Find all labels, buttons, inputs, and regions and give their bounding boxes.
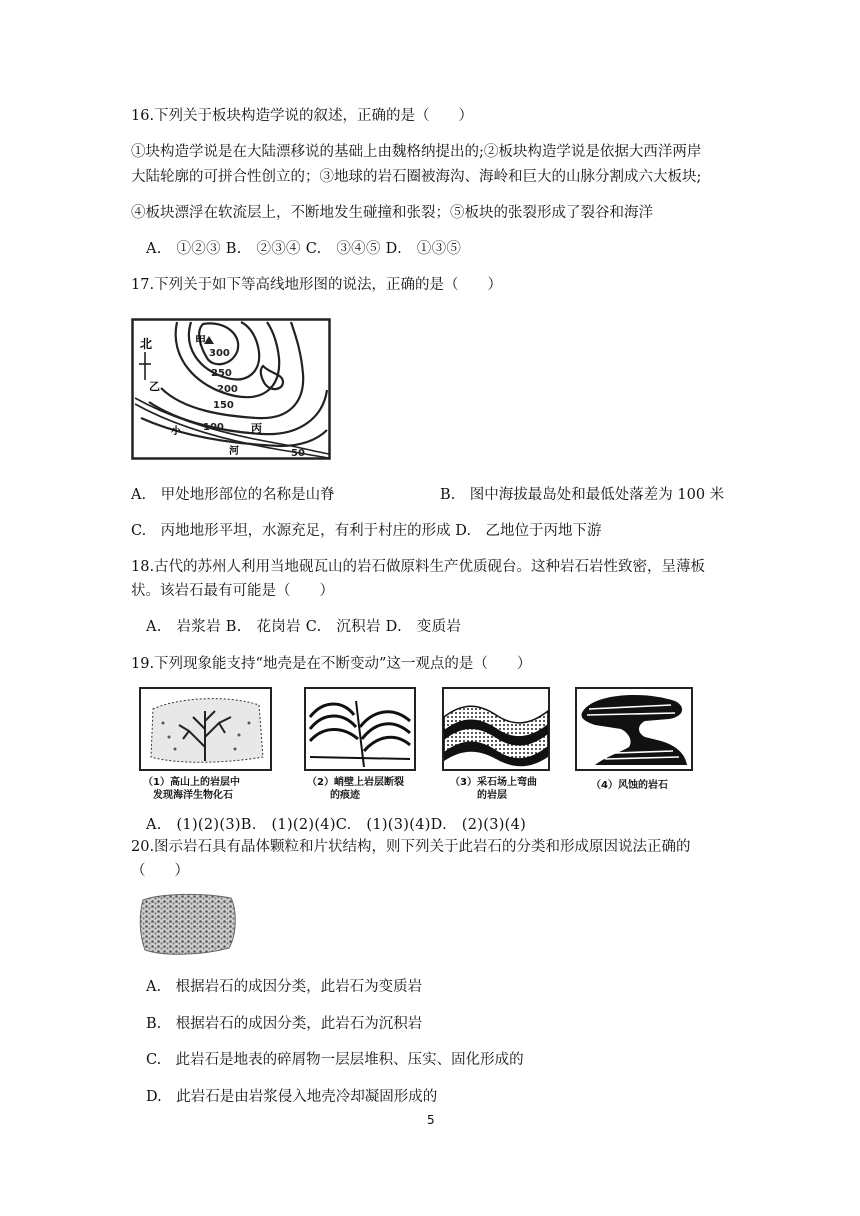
q16-statement-line-1: ①块构造学说是在大陆漂移说的基础上由魏格纳提出的;②板块构造学说是依据大西洋两岸 — [131, 144, 702, 160]
map-label-yi: 乙 — [149, 380, 160, 393]
figure-2-caption-line-1: （2）峭壁上岩层断裂 — [307, 777, 404, 788]
q19-options: A. (1)(2)(3)B. (1)(2)(4)C. (1)(3)(4)D. (2)(3)(4) — [146, 817, 527, 833]
figure-3-caption-line-2: 的岩层 — [477, 790, 507, 801]
map-label-river-1: 小 — [171, 426, 181, 437]
figure-3-caption-line-1: （3）采石场上弯曲 — [450, 777, 537, 788]
q17-option-c-d: C. 丙地地形平坦，水源充足，有利于村庄的形成 D. 乙地位于丙地下游 — [131, 523, 602, 539]
figure-4-caption: （4）风蚀的岩石 — [591, 780, 668, 791]
figure-1-caption-line-2: 发现海洋生物化石 — [153, 790, 233, 801]
contour-map — [131, 318, 331, 460]
q18-stem-line-2: 状。该岩石最有可能是（ ） — [131, 583, 334, 599]
q18-options: A. 岩浆岩 B. 花岗岩 C. 沉积岩 D. 变质岩 — [146, 619, 462, 635]
figure-1-caption-line-1: （1）高山上的岩层中 — [143, 777, 240, 788]
contour-label-50: 50 — [291, 448, 305, 459]
q16-statement-line-2: 大陆轮廓的可拼合性创立的；③地球的岩石圈被海沟、海岭和巨大的山脉分割成六大板块; — [131, 169, 702, 185]
figure-folded-strata — [442, 687, 550, 771]
page-number: 5 — [427, 1113, 435, 1127]
contour-label-300: 300 — [209, 348, 230, 359]
contour-label-250: 250 — [211, 368, 232, 379]
figure-2-caption-line-2: 的痕迹 — [330, 790, 360, 801]
contour-label-200: 200 — [217, 384, 238, 395]
map-label-north: 北 — [140, 337, 153, 351]
q19-stem: 19.下列现象能支持“地壳是在不断变动”这一观点的是（ ） — [131, 656, 532, 672]
map-label-river-2: 河 — [229, 446, 239, 457]
q20-option-d: D. 此岩石是由岩浆侵入地壳冷却凝固形成的 — [146, 1089, 438, 1105]
map-label-jia: 甲 — [195, 334, 206, 347]
q17-option-a: A. 甲处地形部位的名称是山脊 — [131, 487, 335, 503]
q20-option-c: C. 此岩石是地表的碎屑物一层层堆积、压实、固化形成的 — [146, 1052, 524, 1068]
figure-fossil-rock — [139, 687, 272, 771]
contour-label-100: 100 — [203, 422, 224, 433]
q20-option-a: A. 根据岩石的成因分类，此岩石为变质岩 — [146, 979, 423, 995]
q16-stem: 16.下列关于板块构造学说的叙述，正确的是（ ） — [131, 108, 474, 124]
q17-option-b: B. 图中海拔最岛处和最低处落差为 100 米 — [440, 487, 725, 503]
figure-wind-eroded-rock — [575, 687, 693, 771]
contour-label-150: 150 — [213, 400, 234, 411]
q18-stem-line-1: 18.古代的苏州人利用当地砚瓦山的岩石做原料生产优质砚台。这种岩石岩性致密，呈薄板 — [131, 559, 706, 575]
q16-options: A. ①②③ B. ②③④ C. ③④⑤ D. ①③⑤ — [146, 241, 462, 257]
rock-sample-figure — [139, 890, 239, 958]
q20-option-b: B. 根据岩石的成因分类，此岩石为沉积岩 — [146, 1016, 423, 1032]
q20-stem-line-2: （ ） — [131, 863, 189, 879]
q16-statement-line-3: ④板块漂浮在软流层上，不断地发生碰撞和张裂；⑤板块的张裂形成了裂谷和海洋 — [131, 205, 653, 221]
map-label-bing: 丙 — [251, 422, 262, 435]
q20-stem-line-1: 20.图示岩石具有晶体颗粒和片状结构，则下列关于此岩石的分类和形成原因说法正确的 — [131, 839, 691, 855]
q17-stem: 17.下列关于如下等高线地形图的说法，正确的是（ ） — [131, 277, 503, 293]
figure-fault-cliff — [304, 687, 416, 771]
